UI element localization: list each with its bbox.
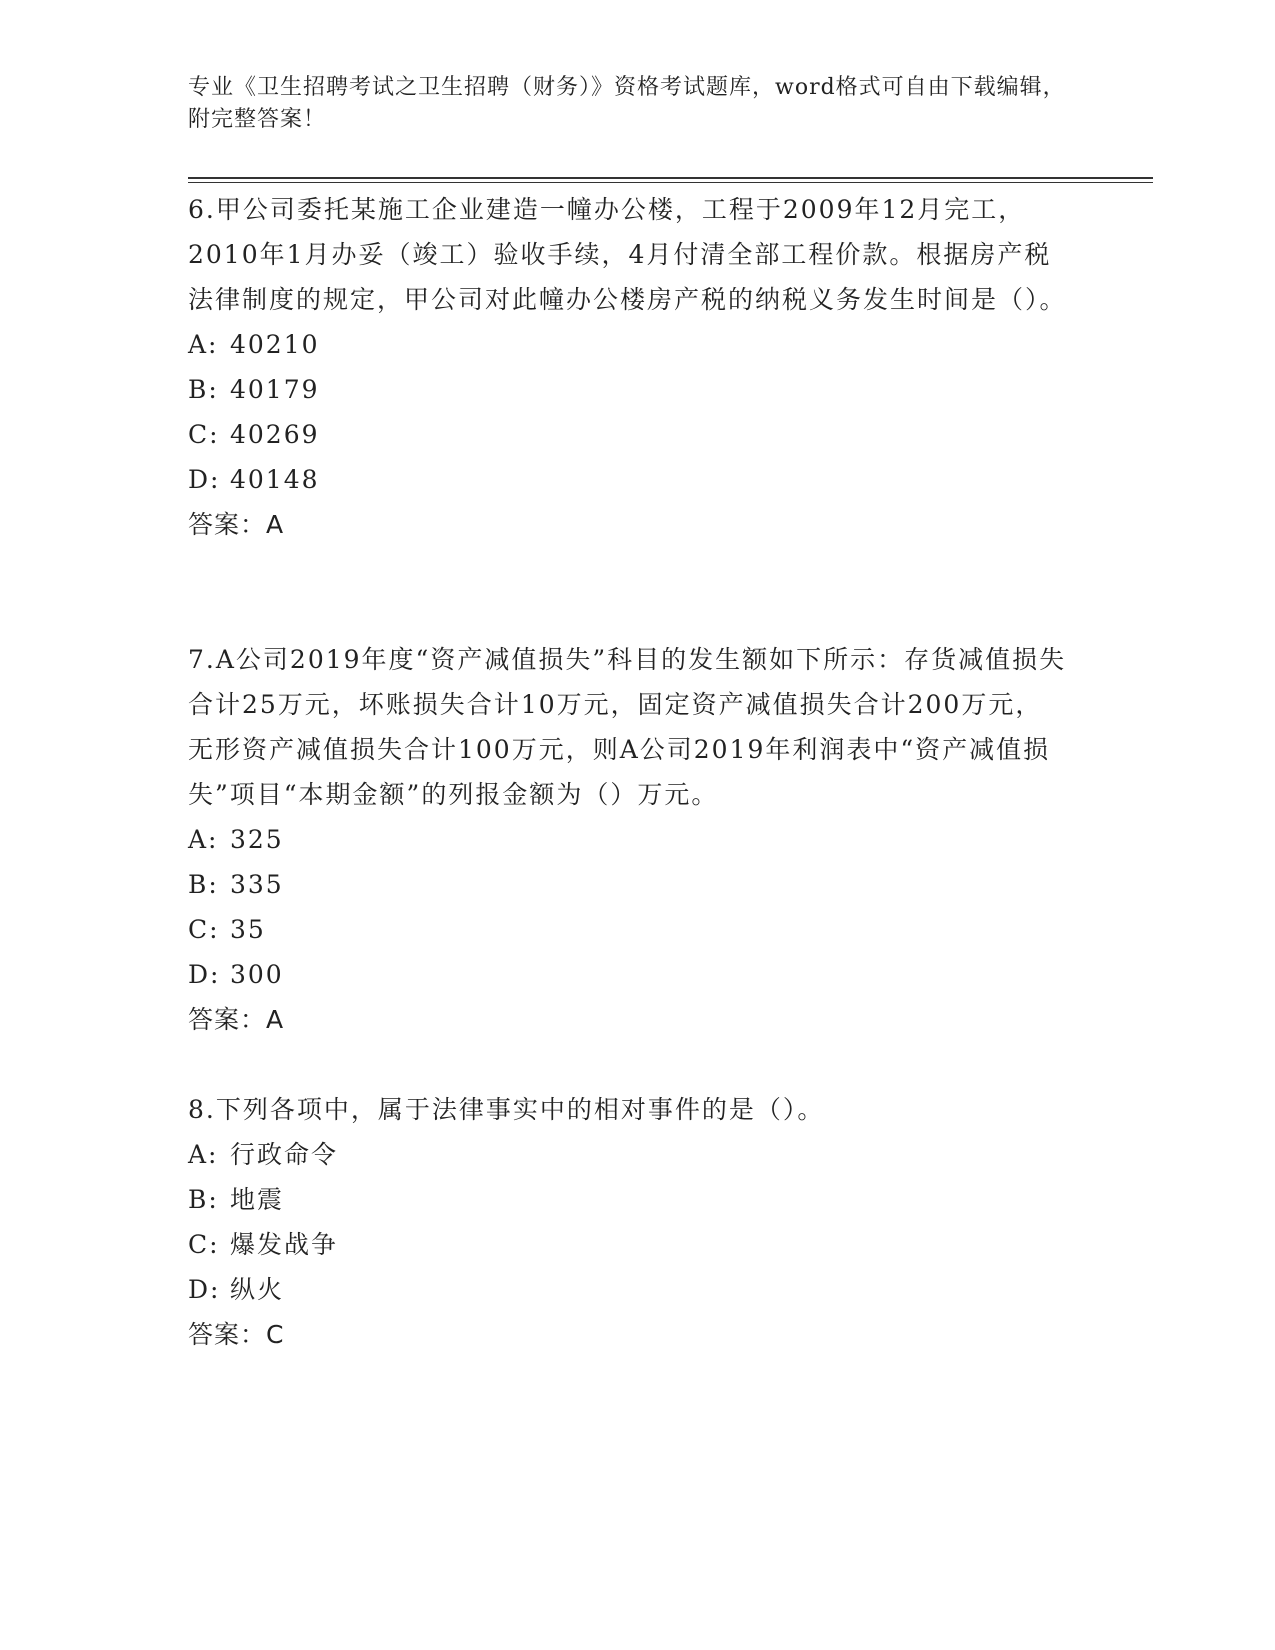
answer-line: 答案：C	[188, 1320, 285, 1349]
option-letter: A:	[188, 1140, 219, 1169]
question-number: 8.	[188, 1095, 216, 1124]
option-b	[188, 1177, 1068, 1222]
option-text: 300	[230, 960, 284, 989]
option-letter: B:	[188, 375, 219, 404]
option-letter: D:	[188, 465, 221, 494]
answer-line: 答案：A	[188, 510, 285, 539]
option-text: 纵火	[230, 1275, 285, 1304]
option-a	[188, 322, 1068, 367]
question-number: 7.	[188, 645, 216, 674]
option-a	[188, 1132, 1068, 1177]
option-c	[188, 1222, 1068, 1267]
option-text: 40269	[230, 420, 320, 449]
option-c	[188, 412, 1068, 457]
page-header: 专业《卫生招聘考试之卫生招聘（财务）》资格考试题库，word格式可自由下载编辑，附完整答案！	[188, 75, 1066, 132]
question-stem	[188, 187, 1068, 322]
question-7	[188, 637, 1068, 1042]
option-d	[188, 1267, 1068, 1312]
question-8	[188, 1087, 1068, 1357]
option-text: 40148	[230, 465, 320, 494]
question-text: 下列各项中，属于法律事实中的相对事件的是（）。	[215, 1095, 825, 1124]
option-letter: A:	[188, 330, 219, 359]
option-text: 40179	[230, 375, 320, 404]
option-letter: D:	[188, 1275, 221, 1304]
option-a	[188, 817, 1068, 862]
answer-line: 答案：A	[188, 1005, 285, 1034]
option-b	[188, 862, 1068, 907]
option-letter: D:	[188, 960, 221, 989]
option-text: 地震	[230, 1185, 285, 1214]
option-letter: B:	[188, 1185, 219, 1214]
option-letter: C:	[188, 1230, 220, 1259]
option-b	[188, 367, 1068, 412]
option-letter: A:	[188, 825, 219, 854]
option-text: 325	[230, 825, 284, 854]
question-number: 6.	[188, 195, 216, 224]
option-text: 40210	[230, 330, 320, 359]
option-letter: C:	[188, 420, 220, 449]
option-text: 爆发战争	[230, 1230, 339, 1259]
option-text: 行政命令	[230, 1140, 339, 1169]
option-text: 335	[230, 870, 284, 899]
question-text: A公司2019年度“资产减值损失”科目的发生额如下所示：存货减值损失合计25万元，坏账损失合计10万元，固定资产减值损失合计200万元，无形资产减值损失合计100万元，则A公司2019年利润表中“资产减值损失”项目“本期金额”的列报金额为（）万元。	[188, 645, 1067, 809]
header-rule-thick	[188, 177, 1153, 179]
option-letter: B:	[188, 870, 219, 899]
header-rule-thin	[188, 182, 1153, 183]
option-c	[188, 907, 1068, 952]
option-d	[188, 457, 1068, 502]
question-stem	[188, 637, 1068, 817]
question-text: 甲公司委托某施工企业建造一幢办公楼，工程于2009年12月完工，2010年1月办妥（竣工）验收手续，4月付清全部工程价款。根据房产税法律制度的规定，甲公司对此幢办公楼房产税的纳税义务发生时间是（）。	[188, 195, 1067, 314]
question-6	[188, 187, 1068, 547]
option-text: 35	[230, 915, 266, 944]
question-stem	[188, 1087, 1068, 1132]
option-letter: C:	[188, 915, 220, 944]
option-d	[188, 952, 1068, 997]
